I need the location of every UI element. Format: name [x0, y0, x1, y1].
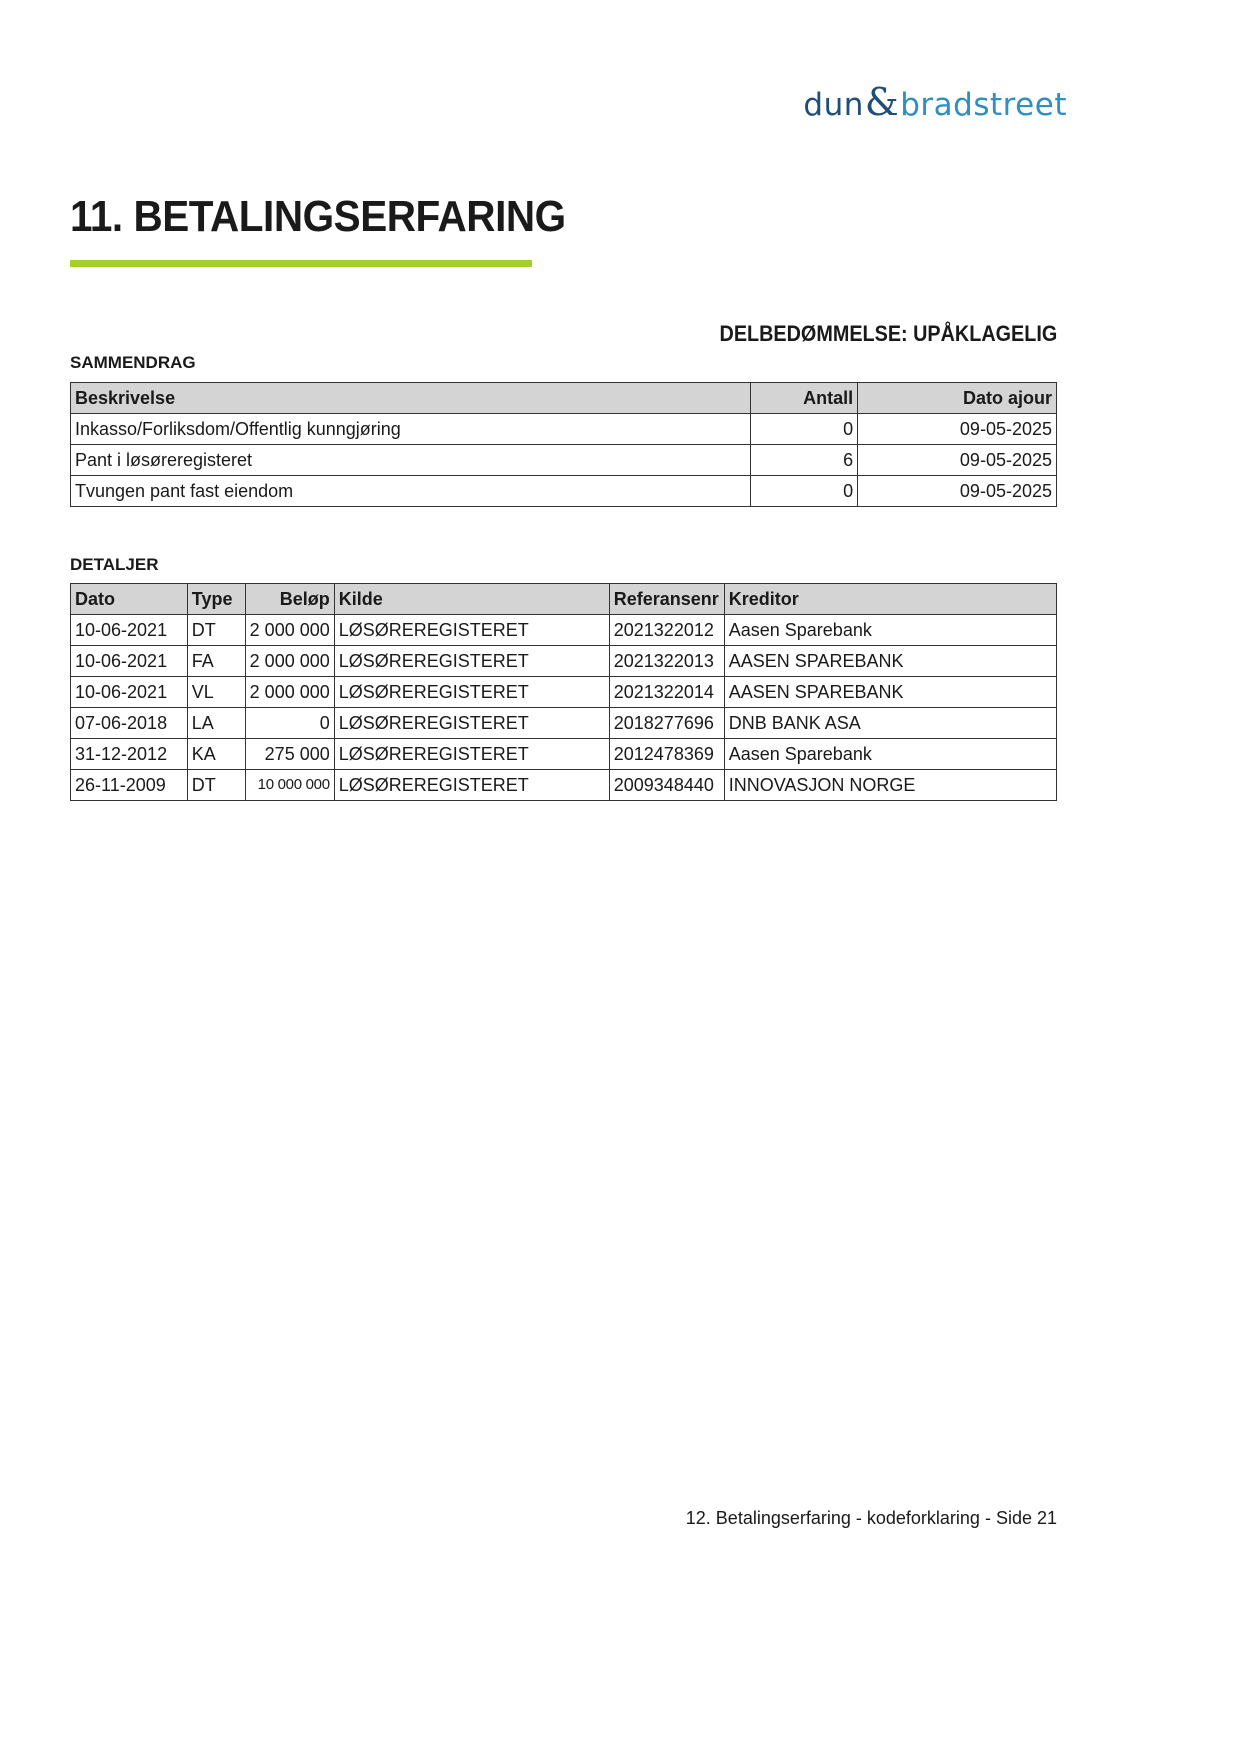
detail-type: DT	[187, 615, 245, 646]
table-row	[71, 708, 1057, 739]
detail-source: LØSØREREGISTERET	[334, 770, 609, 801]
summary-date: 09-05-2025	[858, 476, 1057, 507]
detail-type: LA	[187, 708, 245, 739]
detail-date: 26-11-2009	[71, 770, 188, 801]
detail-type: FA	[187, 646, 245, 677]
table-row	[71, 615, 1057, 646]
detail-date: 10-06-2021	[71, 646, 188, 677]
header-type: Type	[187, 584, 245, 615]
detail-type: KA	[187, 739, 245, 770]
detail-reference: 2009348440	[609, 770, 724, 801]
table-row	[71, 677, 1057, 708]
detail-amount: 2 000 000	[245, 646, 334, 677]
header-creditor: Kreditor	[724, 584, 1056, 615]
detail-creditor: Aasen Sparebank	[724, 739, 1056, 770]
detail-type: DT	[187, 770, 245, 801]
page-footer: 12. Betalingserfaring - kodeforklaring - Side 21	[685, 1508, 1057, 1528]
logo-ampersand: &	[864, 80, 900, 124]
logo-text-dun: dun	[803, 87, 864, 123]
summary-label: SAMMENDRAG	[70, 353, 196, 372]
detail-amount: 275 000	[245, 739, 334, 770]
detail-creditor: DNB BANK ASA	[724, 708, 1056, 739]
title-underline	[70, 260, 532, 267]
header-reference: Referansenr	[609, 584, 724, 615]
detail-creditor: AASEN SPAREBANK	[724, 646, 1056, 677]
summary-description: Inkasso/Forliksdom/Offentlig kunngjøring	[71, 414, 751, 445]
detail-reference: 2021322014	[609, 677, 724, 708]
detail-source: LØSØREREGISTERET	[334, 646, 609, 677]
header-description: Beskrivelse	[71, 383, 751, 414]
details-table	[70, 583, 1057, 801]
summary-date: 09-05-2025	[858, 414, 1057, 445]
header-count: Antall	[751, 383, 858, 414]
detail-type: VL	[187, 677, 245, 708]
detail-date: 07-06-2018	[71, 708, 188, 739]
detail-source: LØSØREREGISTERET	[334, 615, 609, 646]
detail-creditor: Aasen Sparebank	[724, 615, 1056, 646]
detail-source: LØSØREREGISTERET	[334, 739, 609, 770]
detail-source: LØSØREREGISTERET	[334, 708, 609, 739]
table-row	[71, 445, 1057, 476]
table-row	[71, 770, 1057, 801]
header-amount: Beløp	[245, 584, 334, 615]
detail-creditor: INNOVASJON NORGE	[724, 770, 1056, 801]
detail-source: LØSØREREGISTERET	[334, 677, 609, 708]
summary-date: 09-05-2025	[858, 445, 1057, 476]
detail-creditor: AASEN SPAREBANK	[724, 677, 1056, 708]
details-header-row	[71, 584, 1057, 615]
table-row	[71, 739, 1057, 770]
detail-reference: 2018277696	[609, 708, 724, 739]
summary-description: Pant i løsøreregisteret	[71, 445, 751, 476]
detail-date: 10-06-2021	[71, 615, 188, 646]
header-date-updated: Dato ajour	[858, 383, 1057, 414]
company-logo	[803, 80, 1067, 124]
summary-count: 6	[751, 445, 858, 476]
logo-text-bradstreet: bradstreet	[900, 87, 1067, 123]
summary-description: Tvungen pant fast eiendom	[71, 476, 751, 507]
detail-amount: 2 000 000	[245, 677, 334, 708]
summary-table	[70, 382, 1057, 507]
details-label: DETALJER	[70, 555, 159, 574]
page-title: 11. BETALINGSERFARING	[70, 192, 566, 241]
header-source: Kilde	[334, 584, 609, 615]
table-row	[71, 646, 1057, 677]
summary-count: 0	[751, 414, 858, 445]
rating-heading: DELBEDØMMELSE: UPÅKLAGELIG	[719, 321, 1057, 346]
detail-date: 31-12-2012	[71, 739, 188, 770]
detail-reference: 2012478369	[609, 739, 724, 770]
summary-count: 0	[751, 476, 858, 507]
detail-date: 10-06-2021	[71, 677, 188, 708]
table-row	[71, 414, 1057, 445]
detail-amount: 10 000 000	[245, 770, 334, 801]
summary-header-row	[71, 383, 1057, 414]
table-row	[71, 476, 1057, 507]
detail-amount: 2 000 000	[245, 615, 334, 646]
detail-reference: 2021322013	[609, 646, 724, 677]
detail-reference: 2021322012	[609, 615, 724, 646]
detail-amount: 0	[245, 708, 334, 739]
header-date: Dato	[71, 584, 188, 615]
